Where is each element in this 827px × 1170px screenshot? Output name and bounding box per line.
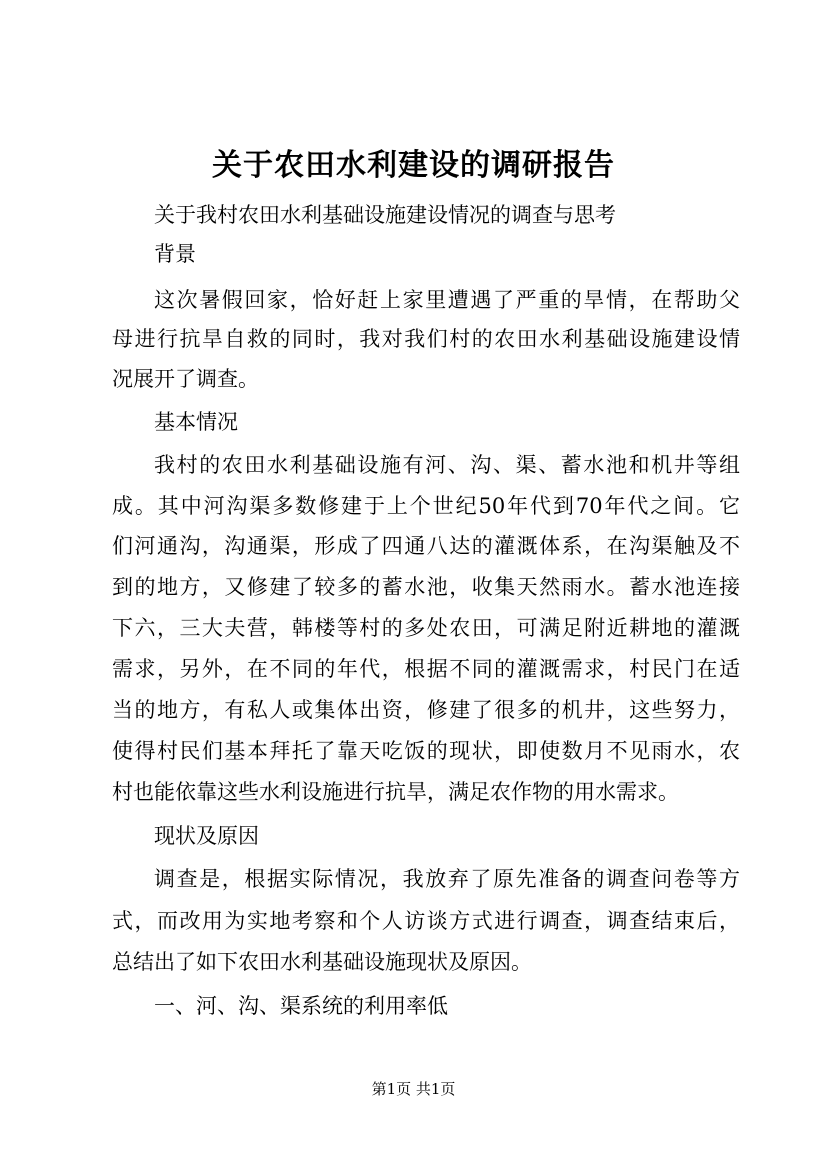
paragraph-line: 这次暑假回家，恰好赶上家里遭遇了严重的旱情，在帮助父 xyxy=(154,288,740,312)
heading-section-one: 一、河、沟、渠系统的利用率低 xyxy=(154,994,448,1018)
paragraph-line: 成。其中河沟渠多数修建于上个世纪50年代到70年代之间。它 xyxy=(112,494,740,518)
paragraph-line: 村也能依靠这些水利设施进行抗旱，满足农作物的用水需求。 xyxy=(112,780,679,804)
paragraph-line: 我村的农田水利基础设施有河、沟、渠、蓄水池和机井等组 xyxy=(154,453,740,477)
paragraph-line: 下六，三大夫营，韩楼等村的多处农田，可满足附近耕地的灌溉 xyxy=(112,616,740,640)
paragraph-line: 当的地方，有私人或集体出资，修建了很多的机井，这些努力， xyxy=(112,698,740,722)
paragraph-line: 使得村民们基本拜托了靠天吃饭的现状，即使数月不见雨水，农 xyxy=(112,739,740,763)
page-footer: 第1页 共1页 xyxy=(371,1080,456,1098)
paragraph-line: 调查是，根据实际情况，我放弃了原先准备的调查问卷等方 xyxy=(154,867,740,891)
paragraph-line: 到的地方，又修建了较多的蓄水池，收集天然雨水。蓄水池连接 xyxy=(112,575,740,599)
paragraph-line: 需求，另外，在不同的年代，根据不同的灌溉需求，村民门在适 xyxy=(112,657,740,681)
paragraph-line: 况展开了调查。 xyxy=(112,367,259,391)
heading-status-and-causes: 现状及原因 xyxy=(154,824,259,848)
document-subtitle: 关于我村农田水利基础设施建设情况的调查与思考 xyxy=(154,203,616,227)
paragraph-line: 总结出了如下农田水利基础设施现状及原因。 xyxy=(112,950,532,974)
document-title: 关于农田水利建设的调研报告 xyxy=(212,148,615,183)
paragraph-line: 们河通沟，沟通渠，形成了四通八达的灌溉体系，在沟渠触及不 xyxy=(112,534,740,558)
paragraph-line: 母进行抗旱自救的同时，我对我们村的农田水利基础设施建设情 xyxy=(112,327,740,351)
paragraph-line: 式，而改用为实地考察和个人访谈方式进行调查，调查结束后， xyxy=(112,909,740,933)
heading-basic-situation: 基本情况 xyxy=(154,410,238,434)
heading-background: 背景 xyxy=(154,242,196,266)
